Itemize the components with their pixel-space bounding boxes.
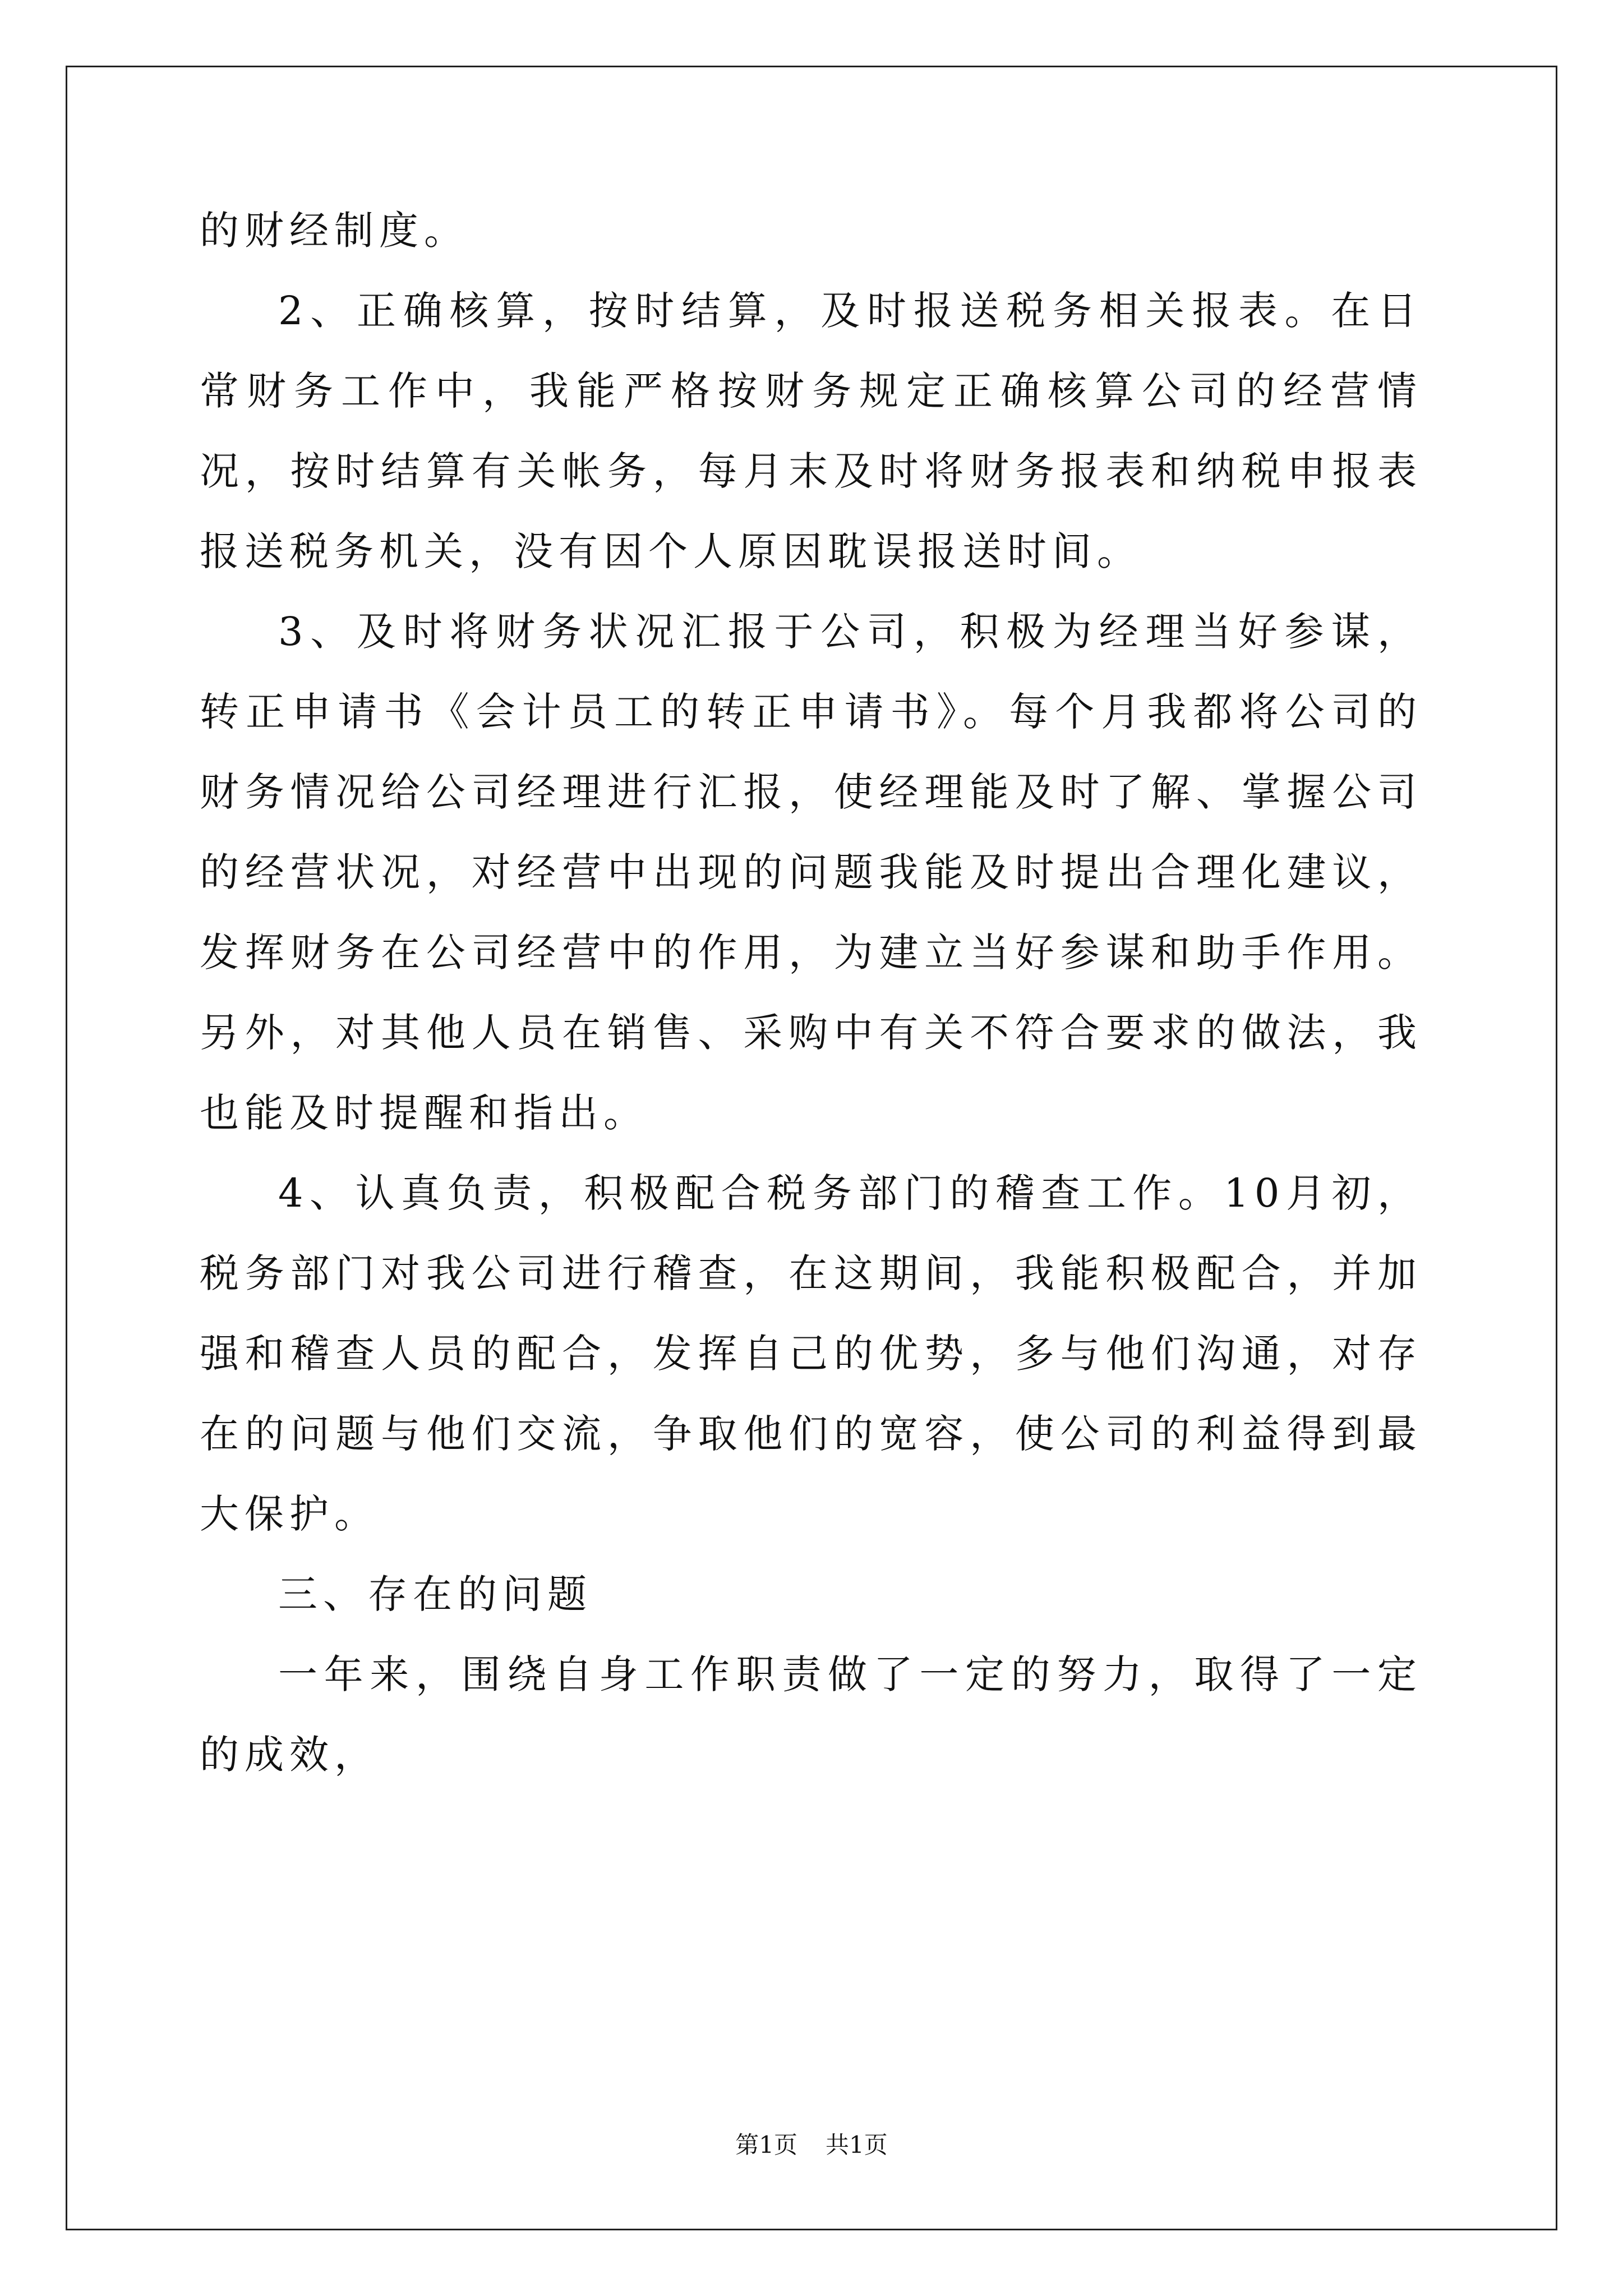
page-footer xyxy=(0,2128,1623,2162)
paragraph-item-2: 2、正确核算，按时结算，及时报送税务相关报表。在日常财务工作中，我能严格按财务规定正确核算公司的经营情况，按时结算有关帐务，每月末及时将财务报表和纳税申报表报送税务机关，没有因个人原因耽误报送时间。 xyxy=(200,288,1422,574)
paragraph-continuation: 的财经制度。 xyxy=(200,208,469,254)
paragraph-summary: 一年来，围绕自身工作职责做了一定的努力，取得了一定的成效， xyxy=(200,1651,1422,1778)
page-number: 第1页 xyxy=(735,2131,797,2159)
document-body xyxy=(200,191,1422,1795)
page-total: 共1页 xyxy=(826,2131,888,2159)
paragraph-item-4: 4、认真负责，积极配合税务部门的稽查工作。10月初，税务部门对我公司进行稽查，在这期间，我能积极配合，并加强和稽查人员的配合，发挥自己的优势，多与他们沟通，对存在的问题与他们交流，争取他们的宽容，使公司的利益得到最大保护。 xyxy=(200,1170,1422,1537)
section-heading-problems: 三、存在的问题 xyxy=(278,1571,592,1617)
paragraph-item-3: 3、及时将财务状况汇报于公司，积极为经理当好参谋，转正申请书《会计员工的转正申请书》。每个月我都将公司的财务情况给公司经理进行汇报，使经理能及时了解、掌握公司的经营状况，对经营中出现的问题我能及时提出合理化建议，发挥财务在公司经营中的作用，为建立当好参谋和助手作用。另外，对其他人员在销售、采购中有关不符合要求的做法，我也能及时提醒和指出。 xyxy=(200,609,1422,1136)
